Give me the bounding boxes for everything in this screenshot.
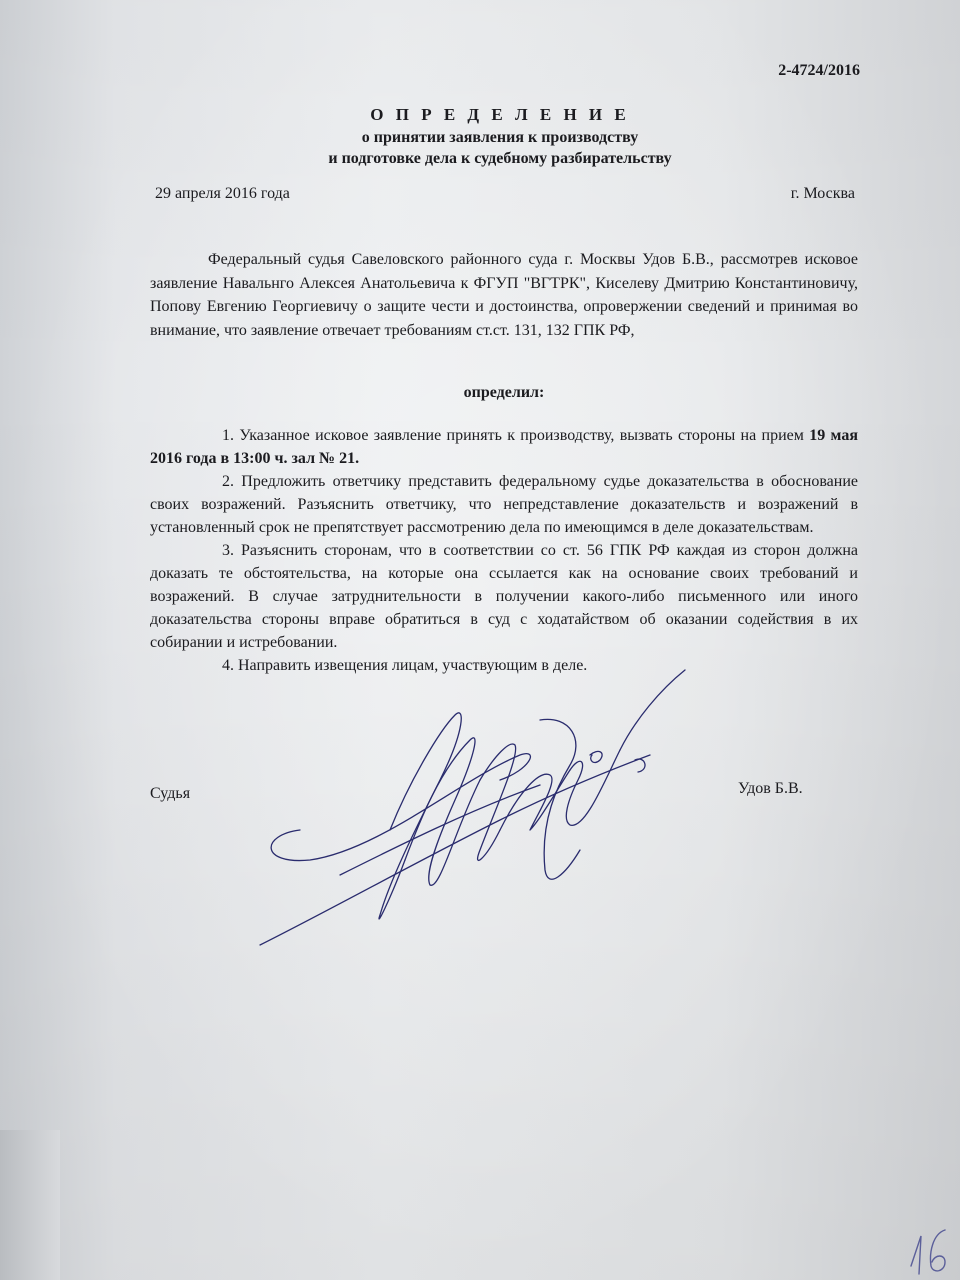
table-shadow	[0, 1130, 60, 1280]
hearing-date: 19 мая 2016 года в 13:00 ч. зал № 21.	[150, 427, 858, 467]
decided-heading: определил:	[463, 384, 545, 401]
judge-label: Судья	[150, 785, 191, 802]
decision-item-3: 3. Разъяснить сторонам, что в соответствии со ст. 56 ГПК РФ каждая из сторон должна доказать те обстоятельства, на которые она ссылается как на основание своих требований и возражений. В случае затруднительности в получении какого-либо письменного или иного доказательства стороны вправе обратиться в суд с ходатайством об оказании содействия в их собирании и истребовании.	[150, 542, 858, 651]
document-city: г. Москва	[790, 185, 855, 202]
decision-item-2: 2. Предложить ответчику представить федеральному судье доказательства в обоснование своих возражений. Разъяснить ответчику, что непредставление доказательств и возражений в установленный срок не препятствует рассмотрению дела по имеющимся в деле доказательствам.	[150, 473, 858, 536]
judge-name: Удов Б.В.	[738, 780, 803, 797]
document-date: 29 апреля 2016 года	[155, 185, 290, 202]
handwritten-signature	[240, 660, 700, 960]
decision-item-1	[150, 424, 858, 470]
handwritten-page-number	[905, 1222, 955, 1277]
document-subtitle-2: и подготовке дела к судебному разбирательству	[328, 150, 672, 167]
title-block	[150, 105, 850, 169]
decision-item-4: 4. Направить извещения лицам, участвующим в деле.	[222, 657, 588, 674]
intro-paragraph: Федеральный судья Савеловского районного суда г. Москвы Удов Б.В., рассмотрев исковое заявление Навальнго Алексея Анатольевича к ФГУП "ВГТРК", Киселеву Дмитрию Константиновичу, Попову Евгению Георгиевичу о защите чести и достоинства, опровержении сведений и принимая во внимание, что заявление отвечает требованиям ст.ст. 131, 132 ГПК РФ,	[150, 251, 858, 339]
date-line	[155, 185, 855, 203]
decision-item-1-text: 1. Указанное исковое заявление принять к производству, вызвать стороны на прием	[222, 427, 810, 444]
decision-items	[150, 424, 858, 677]
case-number: 2-4724/2016	[778, 62, 860, 79]
document-title: О П Р Е Д Е Л Е Н И Е	[370, 105, 630, 124]
document-subtitle-1: о принятии заявления к производству	[361, 129, 639, 146]
